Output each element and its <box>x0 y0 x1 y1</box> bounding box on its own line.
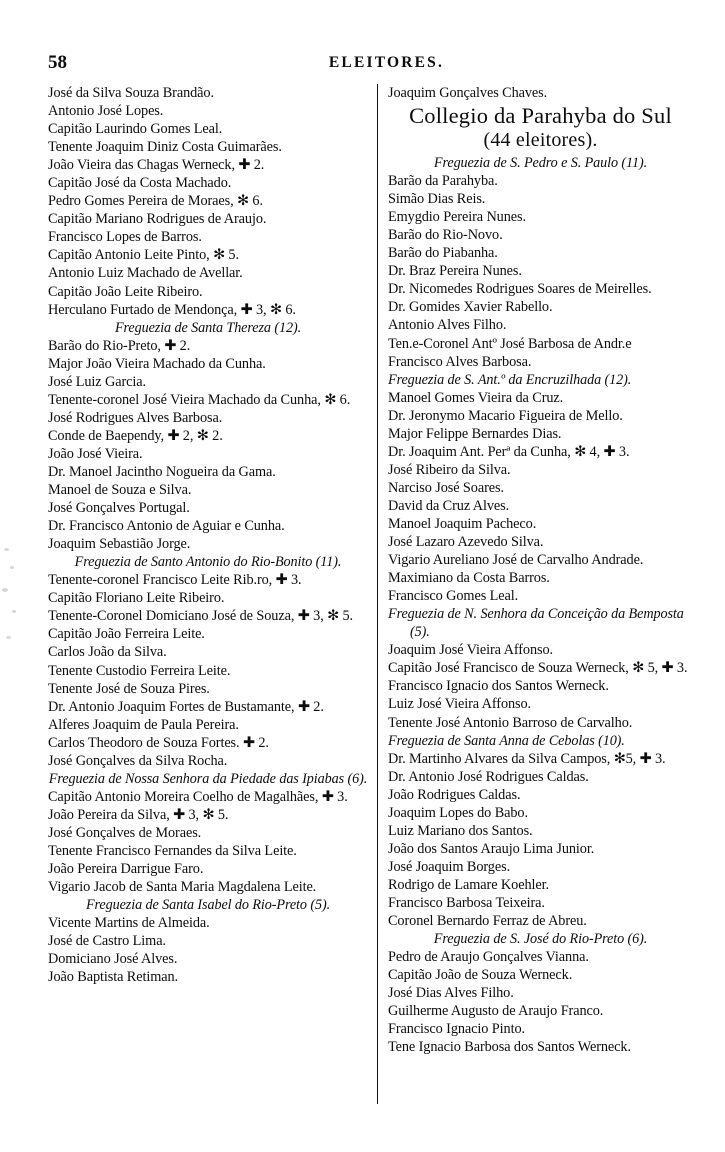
list-item: Dr. Manoel Jacintho Nogueira da Gama. <box>48 463 276 480</box>
list-item: Capitão Antonio Moreira Coelho de Magalhães, ✚ 3. <box>48 788 348 805</box>
list-item: Antonio José Lopes. <box>48 103 164 120</box>
list-item: José da Silva Souza Brandão. <box>48 85 214 101</box>
parish-heading: Freguezia de Nossa Senhora da Piedade das Ipiabas (6). <box>48 770 368 787</box>
list-item: Emygdio Pereira Nunes. <box>388 209 526 226</box>
parish-heading: Freguezia de Santo Antonio do Rio-Bonito (11). <box>74 554 342 571</box>
list-item: Dr. Joaquim Ant. Perª da Cunha, ✻ 4, ✚ 3. <box>388 443 630 460</box>
list-item: Joaquim Sebastião Jorge. <box>48 536 191 553</box>
list-item: João José Vieira. <box>48 445 143 462</box>
list-item: João Pereira da Silva, ✚ 3, ✻ 5. <box>48 806 229 823</box>
list-item: Vigario Aureliano José de Carvalho Andrade. <box>388 552 644 569</box>
list-item: Tenente-coronel Francisco Leite Rib.ro, ✚ 3. <box>48 572 302 589</box>
list-item: José Rodrigues Alves Barbosa. <box>48 409 223 426</box>
list-item: Barão do Rio-Preto, ✚ 2. <box>48 337 191 354</box>
list-item: Tene Ignacio Barbosa dos Santos Werneck. <box>388 1039 631 1056</box>
list-item: João Pereira Darrigue Faro. <box>48 861 204 878</box>
list-item: Antonio Luiz Machado de Avellar. <box>48 265 243 282</box>
list-item: Dr. Antonio José Rodrigues Caldas. <box>388 768 589 785</box>
list-item: Narciso José Soares. <box>388 479 504 496</box>
parish-heading: Freguezia de Santa Isabel do Rio-Preto (5). <box>85 897 331 914</box>
page-header <box>48 52 695 74</box>
list-item: Luiz Mariano dos Santos. <box>388 822 533 839</box>
list-item: Manoel Gomes Vieira da Cruz. <box>388 389 564 406</box>
list-item: Herculano Furtado de Mendonça, ✚ 3, ✻ 6. <box>48 301 296 318</box>
list-item: José de Castro Lima. <box>48 933 166 950</box>
list-item: Capitão João Leite Ribeiro. <box>48 283 203 300</box>
list-item: Barão do Piabanha. <box>388 245 498 262</box>
page-number: 58 <box>48 52 67 73</box>
list-item: José Dias Alves Filho. <box>388 985 514 1002</box>
list-item: Vigario Jacob de Santa Maria Magdalena Leite. <box>48 879 317 896</box>
parish-heading: Freguezia de Santa Anna de Cebolas (10). <box>388 732 625 749</box>
list-item: Capitão Mariano Rodrigues de Araujo. <box>48 211 267 228</box>
list-item: Alferes Joaquim de Paula Pereira. <box>48 716 239 733</box>
list-item: Joaquim José Vieira Affonso. <box>388 642 553 659</box>
left-column-entries <box>48 84 368 986</box>
list-item: Ten.e-Coronel Antº José Barbosa de Andr.e <box>388 335 632 352</box>
list-item: Tenente-Coronel Domiciano José de Souza, ✚ 3, ✻ 5. <box>48 608 354 625</box>
list-item: Joaquim Gonçalves Chaves. <box>388 85 548 101</box>
section-title <box>388 103 693 152</box>
list-item: Rodrigo de Lamare Koehler. <box>388 876 549 893</box>
list-item: João Rodrigues Caldas. <box>388 786 521 803</box>
list-item: Tenente Custodio Ferreira Leite. <box>48 662 231 679</box>
list-item: José Lazaro Azevedo Silva. <box>388 534 544 551</box>
list-item: José Gonçalves de Moraes. <box>48 824 202 841</box>
list-item: Dr. Jeronymo Macario Figueira de Mello. <box>388 407 623 424</box>
left-column <box>48 84 377 1104</box>
list-item: Tenente-coronel José Vieira Machado da Cunha, ✻ 6. <box>48 391 351 408</box>
list-item: Tenente José de Souza Pires. <box>48 680 210 697</box>
list-item: Vicente Martins de Almeida. <box>48 915 210 932</box>
list-item: Capitão José Francisco de Souza Werneck, ✻ 5, ✚ 3. <box>388 660 688 677</box>
list-item: Francisco Ignacio dos Santos Werneck. <box>388 678 609 695</box>
list-item: Conde de Baependy, ✚ 2, ✻ 2. <box>48 427 223 444</box>
list-item: Francisco Gomes Leal. <box>388 588 519 605</box>
list-item: Francisco Alves Barbosa. <box>388 353 532 370</box>
section-title-main: Collegio da Parahyba do Sul <box>409 103 672 129</box>
text-columns <box>48 84 693 1104</box>
list-item: Joaquim Lopes do Babo. <box>388 804 528 821</box>
list-item: Simão Dias Reis. <box>388 191 486 208</box>
list-item: Francisco Ignacio Pinto. <box>388 1021 525 1038</box>
list-item: Tenente Francisco Fernandes da Silva Leite. <box>48 842 297 859</box>
list-item: Capitão Antonio Leite Pinto, ✻ 5. <box>48 247 239 264</box>
list-item: Major João Vieira Machado da Cunha. <box>48 355 266 372</box>
list-item: José Ribeiro da Silva. <box>388 461 511 478</box>
list-item: Manoel Joaquim Pacheco. <box>388 515 537 532</box>
page-edge-texture <box>0 540 30 660</box>
list-item: Dr. Braz Pereira Nunes. <box>388 263 522 280</box>
list-item: Tenente José Antonio Barroso de Carvalho. <box>388 714 633 731</box>
list-item: Maximiano da Costa Barros. <box>388 570 550 587</box>
list-item: Capitão João de Souza Werneck. <box>388 967 573 984</box>
list-item: Dr. Martinho Alvares da Silva Campos, ✻5, ✚ 3. <box>388 750 666 767</box>
list-item: José Gonçalves Portugal. <box>48 500 190 517</box>
parish-heading: Freguezia de S. Pedro e S. Paulo (11). <box>433 155 648 172</box>
parish-heading: Freguezia de Santa Thereza (12). <box>114 319 302 336</box>
list-item: Manoel de Souza e Silva. <box>48 482 192 499</box>
list-item: Coronel Bernardo Ferraz de Abreu. <box>388 913 587 930</box>
list-item: David da Cruz Alves. <box>388 497 510 514</box>
list-item: Barão da Parahyba. <box>388 173 498 190</box>
parish-heading: Freguezia de S. José do Rio-Preto (6). <box>433 931 648 948</box>
list-item: Francisco Barbosa Teixeira. <box>388 894 545 911</box>
list-item: Antonio Alves Filho. <box>388 317 507 334</box>
list-item: João dos Santos Araujo Lima Junior. <box>388 840 595 857</box>
list-item: Capitão Laurindo Gomes Leal. <box>48 121 223 138</box>
list-item: Domiciano José Alves. <box>48 951 178 968</box>
list-item: Dr. Antonio Joaquim Fortes de Bustamante, ✚ 2. <box>48 698 324 715</box>
parish-heading: Freguezia de S. Ant.º da Encruzilhada (12). <box>388 371 632 388</box>
running-title: ELEITORES. <box>328 54 445 71</box>
section-title-count: (44 eleitores). <box>483 129 598 152</box>
right-column <box>377 84 693 1104</box>
list-item: José Luiz Garcia. <box>48 373 146 390</box>
list-item: Carlos João da Silva. <box>48 644 167 661</box>
list-item: Tenente Joaquim Diniz Costa Guimarães. <box>48 139 282 156</box>
list-item: Guilherme Augusto de Araujo Franco. <box>388 1003 604 1020</box>
list-item: Dr. Nicomedes Rodrigues Soares de Meirelles. <box>388 281 652 298</box>
list-item: Barão do Rio-Novo. <box>388 227 503 244</box>
right-column-entries <box>388 154 693 1056</box>
list-item: Carlos Theodoro de Souza Fortes. ✚ 2. <box>48 734 269 751</box>
list-item: Major Felippe Bernardes Dias. <box>388 425 562 442</box>
list-item: Dr. Gomides Xavier Rabello. <box>388 299 553 316</box>
list-item: Luiz José Vieira Affonso. <box>388 696 532 713</box>
list-item: José Joaquim Borges. <box>388 858 511 875</box>
list-item: Capitão João Ferreira Leite. <box>48 626 205 643</box>
list-item: Pedro Gomes Pereira de Moraes, ✻ 6. <box>48 193 263 210</box>
list-item: Capitão Floriano Leite Ribeiro. <box>48 590 225 607</box>
list-item: Dr. Francisco Antonio de Aguiar e Cunha. <box>48 518 285 535</box>
list-item: Francisco Lopes de Barros. <box>48 229 202 246</box>
list-item: Pedro de Araujo Gonçalves Vianna. <box>388 949 589 966</box>
parish-heading: Freguezia de N. Senhora da Conceição da Bemposta (5). <box>388 606 684 641</box>
list-item: João Vieira das Chagas Werneck, ✚ 2. <box>48 157 265 174</box>
list-item: Capitão José da Costa Machado. <box>48 175 232 192</box>
list-item: José Gonçalves da Silva Rocha. <box>48 752 228 769</box>
list-item: João Baptista Retiman. <box>48 969 179 986</box>
